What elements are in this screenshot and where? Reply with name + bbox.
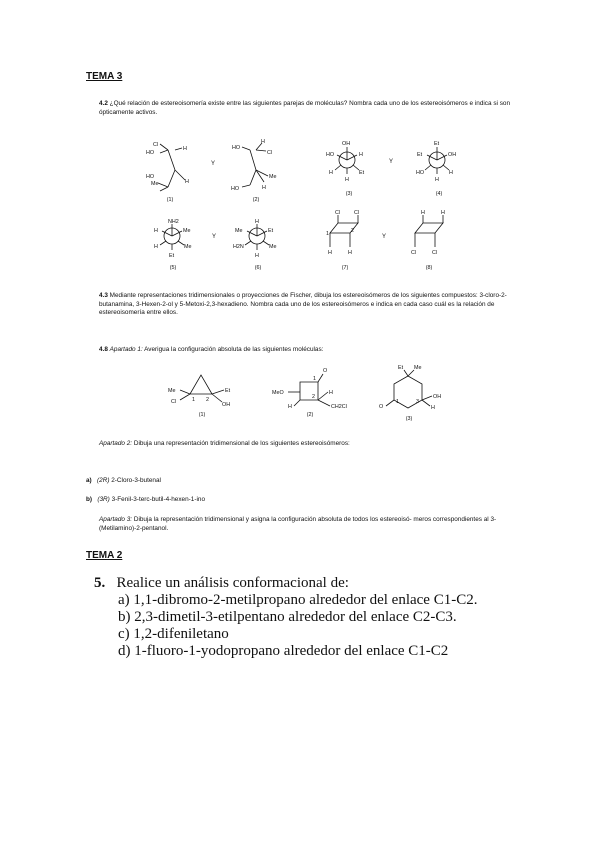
apartado-1-text: Averigua la configuración absoluta de las siguientes moléculas: <box>144 346 324 353</box>
mol7-h-2: H <box>348 250 352 256</box>
apartado-2-item-b <box>86 496 516 505</box>
q5-item-a-letter: a) <box>118 592 130 608</box>
tema2-heading: TEMA 2 <box>86 550 123 561</box>
mol2-ho-top: HO <box>232 145 241 151</box>
mol48-1-c1: 1 <box>192 397 195 403</box>
apartado-3-label: Apartado 3: <box>99 516 133 523</box>
mol8-cl-2: Cl <box>432 250 438 256</box>
mol3-h-top: H <box>359 152 363 158</box>
question-5 <box>94 575 554 660</box>
mol8-h-1: H <box>421 210 425 216</box>
mol3-et: Et <box>359 170 365 176</box>
pair-separator-3: Y <box>211 234 217 240</box>
mol3-h-bottom: H <box>345 177 349 183</box>
molecule-3 <box>326 141 365 197</box>
apartado-2-label: Apartado 2: <box>99 440 133 447</box>
pair-separator-4: Y <box>381 234 387 240</box>
tema3-heading: TEMA 3 <box>86 71 123 82</box>
structures-4-8 <box>160 362 450 424</box>
item-a-name: 2-Cloro-3-butenal <box>111 477 161 484</box>
question-5-item-d <box>94 643 554 660</box>
question-5-item-c <box>94 626 554 643</box>
item-b-bullet: b) <box>86 496 93 503</box>
apartado-1-label: Apartado 1: <box>109 346 143 353</box>
q5-item-c-letter: c) <box>118 626 130 642</box>
apartado-3-text: Dibuja la representación tridimensional y asigna la configuración absoluta de todos los estereoisó- meros correspondientes al 3-(Metilamino)-2-pentanol. <box>99 516 497 532</box>
mol5-me-bottom: Me <box>184 244 192 250</box>
mol48-3-me: Me <box>414 365 422 371</box>
pair-separator-1: Y <box>210 161 216 167</box>
question-5-item-b <box>94 609 554 626</box>
mol48-1-et: Et <box>225 388 231 394</box>
q5-item-d-letter: d) <box>118 643 131 659</box>
question-4-3 <box>99 292 519 318</box>
mol5-h-left: H <box>154 228 158 234</box>
mol2-h-bottom: H <box>262 185 266 191</box>
mol48-3-et: Et <box>398 365 404 371</box>
mol48-3-oh: OH <box>433 394 442 400</box>
mol1-label: (1) <box>166 197 174 203</box>
item-b-config: (3R) <box>97 496 110 503</box>
mol48-2-c1: 1 <box>313 376 316 382</box>
mol4-label: (4) <box>435 191 443 197</box>
mol7-c1: 1 <box>326 231 329 237</box>
mol2-ho-bottom: HO <box>231 186 240 192</box>
question-4-2-number: 4.2 <box>99 100 108 107</box>
pair-separator-2: Y <box>388 159 394 165</box>
question-4-2-text: ¿Qué relación de estereoisomería existe entre las siguientes parejas de moléculas? Nombra cada uno de los estereoisómeros e indica si son ópticamente activos. <box>99 100 511 116</box>
mol48-1-label: (1) <box>198 412 206 418</box>
q5-item-b-text: 2,3-dimetil-3-etilpentano alrededor del enlace C2-C3. <box>134 609 457 625</box>
molecule-4-8-2 <box>272 368 347 418</box>
q5-item-d-text: 1-fluoro-1-yodopropano alrededor del enlace C1-C2 <box>134 643 449 659</box>
molecule-6 <box>233 219 277 271</box>
mol48-2-c2: 2 <box>312 394 315 400</box>
molecule-4-8-3 <box>379 365 441 422</box>
mol48-1-me: Me <box>168 388 176 394</box>
mol1-ho-bottom: HO <box>146 174 155 180</box>
mol48-2-meo: MeO <box>272 390 284 396</box>
mol1-ho-top: HO <box>146 150 155 156</box>
mol48-2-o: O <box>323 368 328 374</box>
question-5-item-a <box>94 592 554 609</box>
apartado-2-text: Dibuja una representación tridimensional de los siguientes estereoisómeros: <box>133 440 350 447</box>
q5-item-a-text: 1,1-dibromo-2-metilpropano alrededor del enlace C1-C2. <box>133 592 478 608</box>
mol2-h-top: H <box>261 139 265 145</box>
mol6-et: Et <box>268 228 274 234</box>
mol48-1-c2: 2 <box>206 397 209 403</box>
mol5-label: (5) <box>169 265 177 271</box>
mol48-3-label: (3) <box>405 416 413 422</box>
mol3-oh: OH <box>342 141 351 147</box>
question-4-8-number: 4.8 <box>99 346 108 353</box>
mol1-me: Me <box>151 181 159 187</box>
mol8-cl-1: Cl <box>411 250 417 256</box>
mol6-h-top: H <box>255 219 259 225</box>
mol48-2-h-right: H <box>329 390 333 396</box>
mol8-h-2: H <box>441 210 445 216</box>
mol5-me-top: Me <box>183 228 191 234</box>
apartado-2-item-a <box>86 477 516 486</box>
mol48-2-h-left: H <box>288 404 292 410</box>
mol7-cl-2: Cl <box>354 210 360 216</box>
mol6-me-bottom: Me <box>269 244 277 250</box>
mol48-2-label: (2) <box>306 412 314 418</box>
mol48-3-o: O <box>379 404 384 410</box>
mol6-me: Me <box>235 228 243 234</box>
item-a-bullet: a) <box>86 477 92 484</box>
mol48-2-ch2cl: CH2Cl <box>331 404 347 410</box>
mol4-h-bottom: H <box>435 177 439 183</box>
structures-4-2 <box>140 135 470 275</box>
mol2-me: Me <box>269 174 277 180</box>
mol3-ho: HO <box>326 152 335 158</box>
item-a-config: (2R) <box>97 477 110 484</box>
q5-item-b-letter: b) <box>118 609 131 625</box>
mol6-h-bottom: H <box>255 253 259 259</box>
mol1-h-bottom: H <box>185 179 189 185</box>
question-4-8-apartado-1 <box>99 346 519 355</box>
question-4-2 <box>99 100 519 117</box>
mol5-h-bottom-left: H <box>154 244 158 250</box>
molecule-2 <box>231 139 277 203</box>
apartado-2 <box>99 440 519 449</box>
mol48-3-h: H <box>431 405 435 411</box>
molecule-4 <box>416 141 456 197</box>
mol3-h-left: H <box>329 170 333 176</box>
apartado-3 <box>99 516 519 533</box>
mol5-nh2: NH2 <box>168 219 179 225</box>
question-4-3-text: Mediante representaciones tridimensionales o proyecciones de Fischer, dibuja los estereoisómeros de los siguientes compuestos: 3-cloro-2-butanamina, 3-Hexen-2-ol y 5-Metoxi-2,3-hexadieno. Nombra cada uno de los estereoisómeros e indica en cada caso cuál es la relación de estereoisomería entre ellos. <box>99 292 507 317</box>
question-5-intro-line <box>94 575 554 592</box>
molecule-5 <box>154 219 192 271</box>
mol6-h2n: H2N <box>233 244 244 250</box>
question-4-3-number: 4.3 <box>99 292 108 299</box>
molecule-1 <box>146 142 189 203</box>
mol1-cl: Cl <box>153 142 159 148</box>
mol3-label: (3) <box>345 191 353 197</box>
mol4-ho: HO <box>416 170 425 176</box>
mol48-1-cl: Cl <box>171 399 177 405</box>
mol5-et: Et <box>169 253 175 259</box>
mol4-et-left: Et <box>417 152 423 158</box>
molecule-7 <box>326 210 359 271</box>
molecule-8 <box>411 210 445 271</box>
question-5-intro: Realice un análisis conformacional de: <box>116 575 349 591</box>
mol1-h-top: H <box>183 146 187 152</box>
mol2-label: (2) <box>252 197 260 203</box>
item-b-name: 3-Fenil-3-terc-butil-4-hexen-1-ino <box>111 496 206 503</box>
mol7-c2: 2 <box>351 228 354 234</box>
mol6-label: (6) <box>254 265 262 271</box>
mol4-oh: OH <box>448 152 457 158</box>
mol48-3-c1: 1 <box>396 399 399 405</box>
mol7-h-1: H <box>328 250 332 256</box>
mol4-h-right: H <box>449 170 453 176</box>
molecule-4-8-1 <box>168 375 231 418</box>
mol7-label: (7) <box>341 265 349 271</box>
question-5-number: 5. <box>94 575 106 591</box>
mol2-cl: Cl <box>267 150 273 156</box>
mol8-label: (8) <box>425 265 433 271</box>
mol7-cl-1: Cl <box>335 210 341 216</box>
mol48-3-c3: 3 <box>416 399 419 405</box>
mol4-et: Et <box>434 141 440 147</box>
q5-item-c-text: 1,2-difeniletano <box>133 626 229 642</box>
mol48-1-oh: OH <box>222 402 231 408</box>
